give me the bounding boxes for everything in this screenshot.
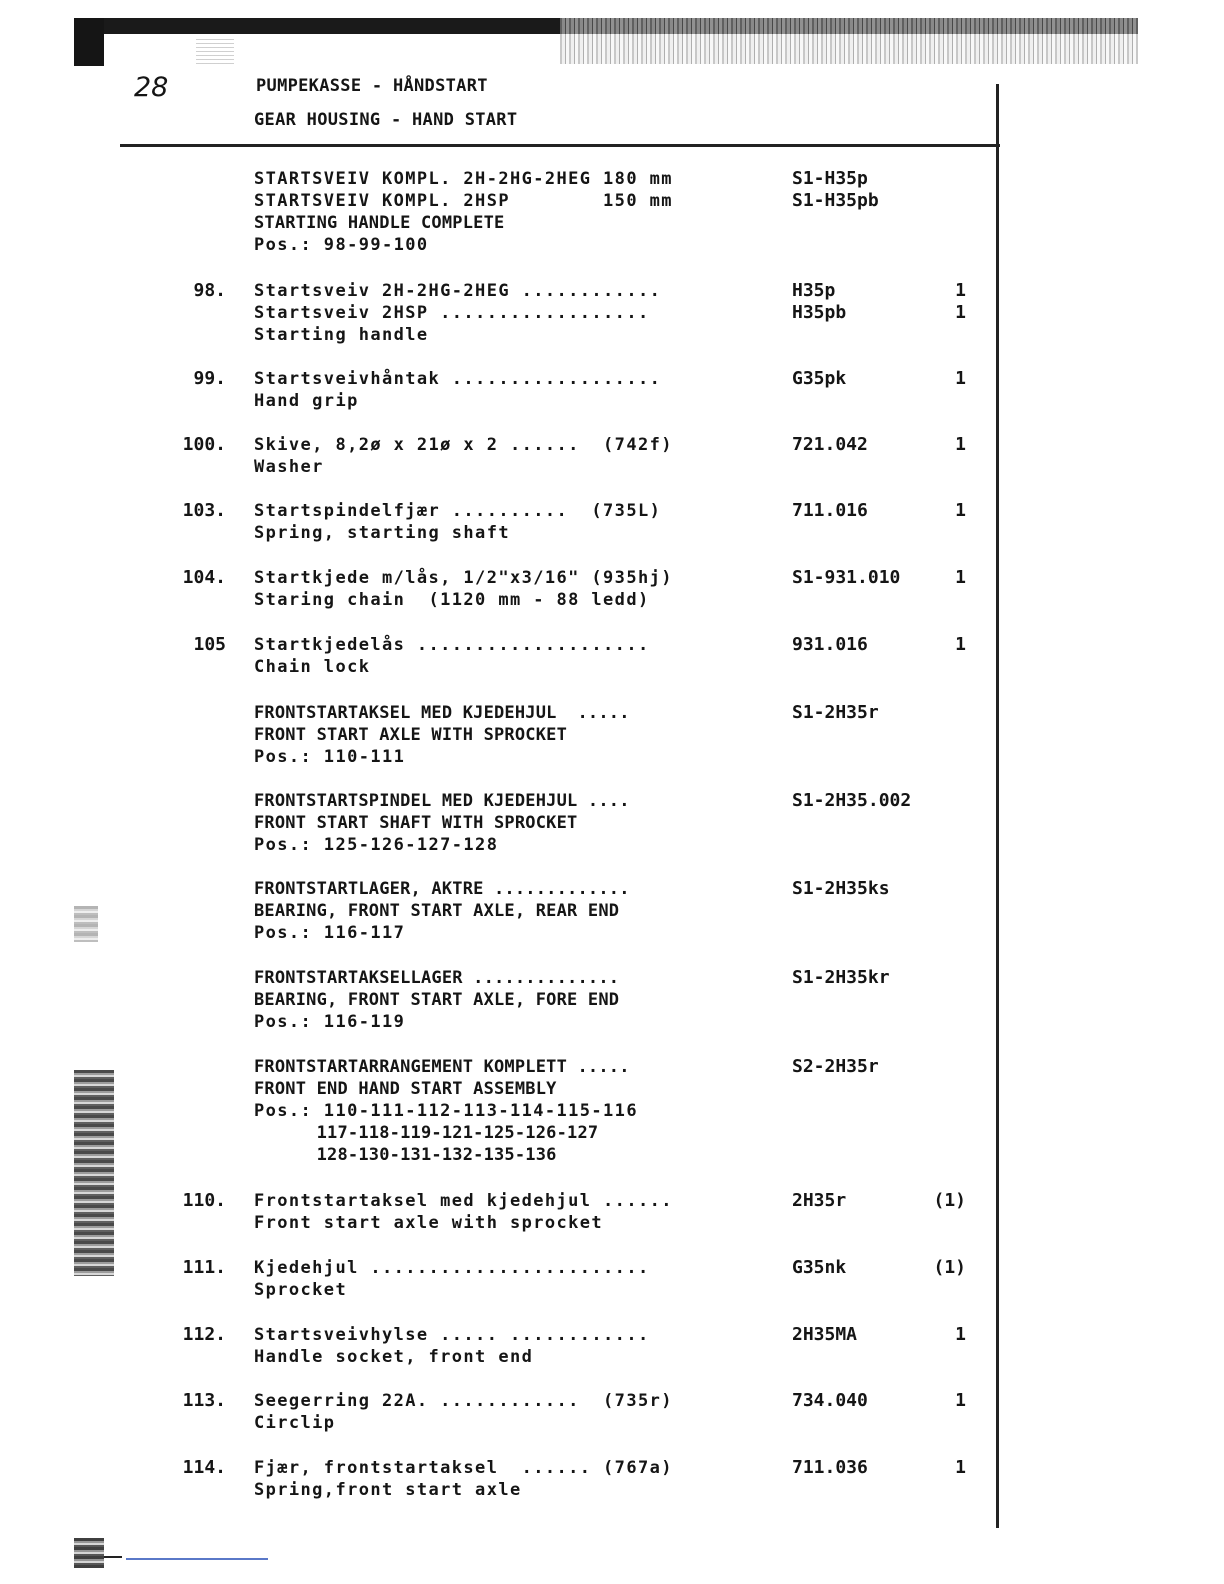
part-number — [792, 702, 879, 724]
part-number — [792, 168, 879, 212]
quantity-line: (1) — [933, 1190, 966, 1211]
item-position-number: 114. — [182, 1457, 226, 1478]
description-line: FRONTSTARTSPINDEL MED KJEDEHJUL .... — [254, 791, 630, 811]
description-line: STARTSVEIV KOMPL. 2H-2HG-2HEG 180 mm — [254, 169, 673, 189]
part-number-line: 734.040 — [792, 1390, 868, 1411]
item-position-number: 105 — [193, 634, 226, 655]
item-position-number: 113. — [182, 1390, 226, 1411]
quantity — [920, 434, 966, 456]
page-title-norwegian: PUMPEKASSE - HÅNDSTART — [256, 76, 488, 96]
description-line: FRONTSTARTLAGER, AKTRE ............. — [254, 879, 630, 899]
description-line: Hand grip — [254, 391, 359, 411]
part-number — [792, 1457, 868, 1479]
item-description — [254, 168, 673, 256]
item-position-number: 103. — [182, 500, 226, 521]
quantity — [920, 1390, 966, 1412]
part-number-line: 2H35MA — [792, 1324, 858, 1345]
item-position-number: 98. — [193, 280, 226, 301]
description-line: Pos.: 125-126-127-128 — [254, 835, 499, 855]
part-number — [792, 967, 890, 989]
quantity — [920, 634, 966, 656]
description-line: BEARING, FRONT START AXLE, REAR END — [254, 901, 620, 921]
item-description — [254, 434, 673, 478]
description-line: Frontstartaksel med kjedehjul ...... — [254, 1191, 673, 1211]
item-description — [254, 878, 630, 944]
description-line: Startsveivhylse ..... ............ — [254, 1325, 650, 1345]
part-number-line: 721.042 — [792, 434, 868, 455]
part-number-line: S1-931.010 — [792, 567, 901, 588]
description-line: Seegerring 22A. ............ (735r) — [254, 1391, 673, 1411]
item-position-number: 99. — [193, 368, 226, 389]
description-line: FRONT START SHAFT WITH SPROCKET — [254, 813, 578, 833]
quantity — [920, 1190, 966, 1212]
item-position-number: 112. — [182, 1324, 226, 1345]
description-line: STARTSVEIV KOMPL. 2HSP 150 mm — [254, 191, 673, 211]
description-line: Skive, 8,2ø x 21ø x 2 ...... (742f) — [254, 435, 673, 455]
quantity-line: 1 — [955, 368, 966, 389]
part-number-line: 2H35r — [792, 1190, 847, 1211]
description-line: Pos.: 116-119 — [254, 1012, 406, 1032]
part-number — [792, 1056, 879, 1078]
item-description — [254, 1324, 650, 1368]
part-number — [792, 790, 911, 812]
item-description — [254, 280, 661, 346]
part-number — [792, 434, 868, 456]
description-line: Startsveiv 2HSP .................. — [254, 303, 650, 323]
part-number-line: S1-H35pb — [792, 190, 879, 211]
quantity — [920, 500, 966, 522]
item-position-number: 110. — [182, 1190, 226, 1211]
item-description — [254, 634, 650, 678]
quantity — [920, 280, 966, 324]
quantity-line: 1 — [955, 567, 966, 588]
quantity-line: 1 — [955, 1324, 966, 1345]
part-number — [792, 368, 846, 390]
part-number-line: S1-H35p — [792, 168, 868, 189]
description-line: 117-118-119-121-125-126-127 — [254, 1123, 599, 1143]
part-number-line: S2-2H35r — [792, 1056, 879, 1077]
part-number-line: S1-2H35kr — [792, 967, 890, 988]
part-number-line: 711.036 — [792, 1457, 868, 1478]
quantity-line: 1 — [955, 1390, 966, 1411]
page-title-english: GEAR HOUSING - HAND START — [254, 110, 518, 130]
description-line: FRONT START AXLE WITH SPROCKET — [254, 725, 568, 745]
part-number-line: G35pk — [792, 368, 847, 389]
description-line: Staring chain (1120 mm - 88 ledd) — [254, 590, 650, 610]
description-line: STARTING HANDLE COMPLETE — [254, 213, 505, 233]
description-line: Circlip — [254, 1413, 336, 1433]
part-number-line: H35p — [792, 280, 836, 301]
quantity — [920, 567, 966, 589]
quantity-line: 1 — [955, 500, 966, 521]
quantity-line: 1 — [955, 634, 966, 655]
item-description — [254, 1257, 650, 1301]
description-line: BEARING, FRONT START AXLE, FORE END — [254, 990, 620, 1010]
description-line: Starting handle — [254, 325, 429, 345]
part-number-line: S1-2H35.002 — [792, 790, 912, 811]
part-number — [792, 878, 890, 900]
page-number: 28 — [134, 72, 169, 103]
part-number-line: S1-2H35ks — [792, 878, 890, 899]
item-description — [254, 702, 630, 768]
description-line: Fjær, frontstartaksel ...... (767a) — [254, 1458, 673, 1478]
description-line: Pos.: 110-111 — [254, 747, 406, 767]
item-description — [254, 1457, 673, 1501]
description-line: 128-130-131-132-135-136 — [254, 1145, 557, 1165]
part-number-line: 711.016 — [792, 500, 868, 521]
item-description — [254, 500, 661, 544]
quantity — [920, 1324, 966, 1346]
item-description — [254, 1390, 673, 1434]
description-line: Startspindelfjær .......... (735L) — [254, 501, 662, 521]
quantity — [920, 1457, 966, 1479]
item-position-number: 100. — [182, 434, 226, 455]
part-number-line: G35nk — [792, 1257, 847, 1278]
description-line: Startkjede m/lås, 1/2"x3/16" (935hj) — [254, 568, 673, 588]
item-description — [254, 1056, 638, 1166]
part-number-line: H35pb — [792, 302, 847, 323]
part-number — [792, 634, 868, 656]
description-line: Startsveiv 2H-2HG-2HEG ............ — [254, 281, 662, 301]
part-number — [792, 1324, 857, 1346]
description-line: FRONTSTARTAKSELLAGER .............. — [254, 968, 620, 988]
part-number — [792, 500, 868, 522]
description-line: Pos.: 110-111-112-113-114-115-116 — [254, 1101, 638, 1121]
description-line: Handle socket, front end — [254, 1347, 534, 1367]
description-line: Kjedehjul ........................ — [254, 1258, 650, 1278]
description-line: Sprocket — [254, 1280, 348, 1300]
item-description — [254, 368, 661, 412]
description-line: Front start axle with sprocket — [254, 1213, 604, 1233]
quantity-line: 1 — [955, 302, 966, 323]
item-description — [254, 967, 619, 1033]
quantity — [920, 1257, 966, 1279]
description-line: FRONTSTARTARRANGEMENT KOMPLETT ..... — [254, 1057, 630, 1077]
description-line: Spring, starting shaft — [254, 523, 510, 543]
description-line: FRONTSTARTAKSEL MED KJEDEHJUL ..... — [254, 703, 630, 723]
part-number-line: 931.016 — [792, 634, 868, 655]
description-line: Pos.: 98-99-100 — [254, 235, 429, 255]
description-line: Washer — [254, 457, 324, 477]
description-line: Pos.: 116-117 — [254, 923, 406, 943]
quantity-line: 1 — [955, 280, 966, 301]
item-position-number: 104. — [182, 567, 226, 588]
item-description — [254, 790, 630, 856]
item-description — [254, 567, 673, 611]
part-number — [792, 1257, 846, 1279]
part-number-line: S1-2H35r — [792, 702, 879, 723]
quantity-line: 1 — [955, 1457, 966, 1478]
part-number — [792, 1190, 846, 1212]
item-description — [254, 1190, 673, 1234]
description-line: Spring,front start axle — [254, 1480, 522, 1500]
part-number — [792, 280, 846, 324]
description-line: Startsveivhåntak .................. — [254, 369, 662, 389]
description-line: Chain lock — [254, 657, 371, 677]
description-line: Startkjedelås .................... — [254, 635, 650, 655]
quantity-line: (1) — [933, 1257, 966, 1278]
part-number — [792, 567, 900, 589]
item-position-number: 111. — [182, 1257, 226, 1278]
description-line: FRONT END HAND START ASSEMBLY — [254, 1079, 557, 1099]
quantity-line: 1 — [955, 434, 966, 455]
quantity — [920, 368, 966, 390]
part-number — [792, 1390, 868, 1412]
